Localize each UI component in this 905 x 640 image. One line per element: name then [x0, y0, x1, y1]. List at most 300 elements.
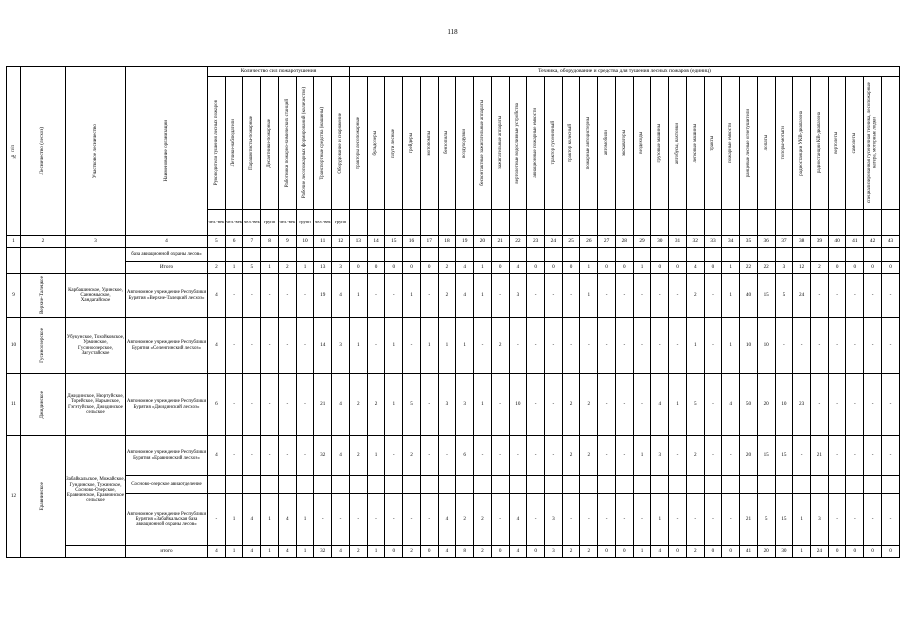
value-cell: 4	[456, 274, 474, 318]
value-cell: -	[509, 318, 527, 374]
value-cell: 2	[580, 546, 598, 558]
value-cell	[704, 476, 722, 494]
column-number: 1	[7, 236, 21, 248]
header-label: Джидинское	[39, 390, 46, 419]
value-cell: -	[261, 318, 279, 374]
column-number: 37	[775, 236, 793, 248]
unit-cell-empty	[403, 210, 421, 236]
value-cell: 41	[740, 546, 758, 558]
value-cell: 4	[208, 436, 226, 476]
header-label: радиостанции УКВ-диапазона	[799, 110, 805, 176]
value-cell: -	[864, 374, 882, 436]
unit-cell-empty	[509, 210, 527, 236]
forestry-name	[21, 374, 66, 436]
header-col-7	[243, 77, 261, 210]
value-cell	[278, 248, 296, 262]
value-cell: 1	[261, 546, 279, 558]
value-cell: 0	[615, 262, 633, 274]
header-col-37	[775, 77, 793, 210]
value-cell: 1	[456, 318, 474, 374]
row-number: 11	[7, 374, 21, 436]
unit-cell-empty	[385, 210, 403, 236]
header-col-9	[278, 77, 296, 210]
value-cell	[403, 476, 421, 494]
value-cell	[580, 248, 598, 262]
total-row	[7, 546, 900, 558]
value-cell: -	[615, 494, 633, 546]
value-cell: -	[828, 436, 846, 476]
header-label: автомобили	[603, 130, 609, 156]
value-cell: 19	[314, 274, 332, 318]
value-cell: 0	[651, 262, 669, 274]
value-cell	[243, 476, 261, 494]
value-cell: 0	[828, 262, 846, 274]
value-cell: 5	[686, 374, 704, 436]
unit-cell-empty	[633, 210, 651, 236]
value-cell: -	[225, 374, 243, 436]
column-number: 13	[349, 236, 367, 248]
value-cell: 0	[864, 546, 882, 558]
column-number: 29	[633, 236, 651, 248]
value-cell	[527, 248, 545, 262]
value-cell: -	[208, 494, 226, 546]
forestry-subrow	[7, 476, 900, 494]
header-col-26	[580, 77, 598, 210]
header-label: бесконтактные зажигательные аппараты	[479, 100, 485, 186]
header-label: тракторы лесопожарные	[355, 116, 361, 170]
value-cell: 0	[562, 262, 580, 274]
header-col-14	[367, 77, 385, 210]
value-cell	[225, 476, 243, 494]
unit-cell: чел.-век	[314, 210, 332, 236]
header-col-29	[633, 77, 651, 210]
unit-cell: чел.-век	[243, 210, 261, 236]
header-label: тракты	[710, 135, 716, 151]
value-cell	[349, 248, 367, 262]
value-cell: -	[261, 274, 279, 318]
value-cell: 3	[651, 436, 669, 476]
value-cell: 1	[651, 494, 669, 546]
value-cell	[669, 248, 687, 262]
header-label: Транспортные средства (машины)	[320, 106, 326, 180]
value-cell	[420, 248, 438, 262]
value-cell: 15	[757, 436, 775, 476]
value-cell: 50	[740, 374, 758, 436]
header-label: Участковое лесничество	[91, 123, 98, 179]
value-cell: 24	[793, 274, 811, 318]
value-cell: -	[367, 494, 385, 546]
column-number: 32	[686, 236, 704, 248]
value-cell	[881, 248, 899, 262]
header-label: зажигательные аппараты	[497, 116, 503, 170]
value-cell	[261, 476, 279, 494]
header-col-34	[722, 77, 740, 210]
value-cell: 2	[580, 436, 598, 476]
column-number: 9	[278, 236, 296, 248]
value-cell	[491, 476, 509, 494]
value-cell: -	[722, 436, 740, 476]
column-number: 20	[474, 236, 492, 248]
value-cell: 2	[811, 262, 829, 274]
value-cell: 4	[332, 274, 350, 318]
header-no	[7, 67, 21, 236]
header-label: вездеходы	[639, 132, 645, 154]
unit-cell: групп	[261, 210, 279, 236]
value-cell: 40	[740, 274, 758, 318]
value-cell: -	[420, 274, 438, 318]
value-cell: 1	[633, 546, 651, 558]
value-cell: -	[828, 318, 846, 374]
value-cell: -	[385, 274, 403, 318]
value-cell: -	[615, 318, 633, 374]
value-cell: 1	[261, 494, 279, 546]
header-col-33	[704, 77, 722, 210]
value-cell: -	[527, 318, 545, 374]
value-cell: 0	[881, 262, 899, 274]
value-cell	[686, 248, 704, 262]
column-number: 10	[296, 236, 314, 248]
header-col-31	[669, 77, 687, 210]
forestry-row	[7, 374, 900, 436]
header-label: топоры-мотыги	[781, 126, 787, 160]
header-col-40	[828, 77, 846, 210]
value-cell: -	[509, 436, 527, 476]
value-cell	[704, 248, 722, 262]
value-cell: 0	[828, 546, 846, 558]
value-cell: 2	[686, 436, 704, 476]
value-cell: 2	[686, 546, 704, 558]
page-number: 118	[447, 28, 458, 36]
value-cell: -	[598, 318, 616, 374]
value-cell: -	[491, 494, 509, 546]
value-cell: -	[545, 318, 563, 374]
value-cell: 0	[704, 546, 722, 558]
value-cell: 0	[846, 262, 864, 274]
header-label: Летчики-наблюдатели	[231, 119, 237, 167]
header-col-22	[509, 77, 527, 210]
value-cell: -	[846, 374, 864, 436]
value-cell	[509, 476, 527, 494]
header-col-30	[651, 77, 669, 210]
unit-cell: групп	[332, 210, 350, 236]
value-cell: 4	[278, 546, 296, 558]
forestry-row	[7, 318, 900, 374]
fire-resources-table	[6, 66, 900, 558]
header-label: мотопомпы	[426, 130, 432, 156]
value-cell: 1	[474, 374, 492, 436]
value-cell: -	[474, 436, 492, 476]
value-cell: 1	[296, 546, 314, 558]
value-cell	[314, 476, 332, 494]
cont-empty	[7, 248, 21, 274]
value-cell: 0	[491, 546, 509, 558]
value-cell: 1	[420, 318, 438, 374]
header-label: пожарные емкости	[728, 123, 734, 163]
column-number: 24	[545, 236, 563, 248]
header-col-11	[314, 77, 332, 210]
forestry-name	[21, 318, 66, 374]
value-cell: -	[562, 274, 580, 318]
value-cell: 1	[367, 436, 385, 476]
value-cell: 32	[314, 436, 332, 476]
value-cell	[651, 248, 669, 262]
forestry-name	[21, 274, 66, 318]
value-cell: 0	[669, 262, 687, 274]
value-cell: -	[491, 436, 509, 476]
value-cell: 3	[332, 318, 350, 374]
value-cell	[296, 476, 314, 494]
value-cell	[722, 248, 740, 262]
unit-cell-empty	[420, 210, 438, 236]
value-cell: -	[580, 494, 598, 546]
unit-cell-empty	[811, 210, 829, 236]
value-cell: 2	[349, 546, 367, 558]
value-cell	[757, 248, 775, 262]
value-cell: 23	[793, 374, 811, 436]
value-cell: -	[243, 436, 261, 476]
column-number: 36	[757, 236, 775, 248]
column-number: 14	[367, 236, 385, 248]
value-cell: -	[278, 318, 296, 374]
value-cell	[775, 248, 793, 262]
value-cell: -	[704, 318, 722, 374]
unit-cell-empty	[456, 210, 474, 236]
value-cell	[740, 476, 758, 494]
value-cell: -	[864, 494, 882, 546]
value-cell: 3	[811, 494, 829, 546]
header-col-35	[740, 77, 758, 210]
total-empty	[66, 546, 126, 558]
column-number: 11	[314, 236, 332, 248]
value-cell	[349, 476, 367, 494]
value-cell: 2	[580, 374, 598, 436]
value-cell: 2	[474, 494, 492, 546]
header-label: Оборудование и снаряжение	[337, 112, 343, 174]
value-cell	[314, 248, 332, 262]
header-col-18	[438, 77, 456, 210]
value-cell: 1	[296, 262, 314, 274]
header-label: Работники пожарно-химических станций	[284, 98, 290, 188]
header-label: лопаты	[763, 135, 769, 151]
header-label: специализированная гусеничная техника, лесопожарные катера, моторные лодки	[867, 82, 878, 204]
value-cell: -	[562, 494, 580, 546]
header-label: воздуходувки	[462, 128, 468, 158]
value-cell: -	[669, 274, 687, 318]
value-cell: -	[527, 274, 545, 318]
org-cell: Автономное учреждение Республики Бурятия «Верхне-Талецкий лесхоз»	[126, 274, 208, 318]
value-cell: 0	[846, 546, 864, 558]
value-cell: 21	[314, 374, 332, 436]
value-cell: 1	[633, 262, 651, 274]
value-cell: 2	[438, 262, 456, 274]
value-cell	[615, 248, 633, 262]
column-number: 4	[126, 236, 208, 248]
header-label: трактор гусеничный	[550, 121, 556, 165]
value-cell: 1	[686, 318, 704, 374]
column-number: 23	[527, 236, 545, 248]
value-cell: 1	[296, 494, 314, 546]
row-number: 10	[7, 318, 21, 374]
header-label: автобусы, вахтовки	[674, 122, 680, 164]
value-cell: 2	[686, 274, 704, 318]
value-cell	[811, 476, 829, 494]
column-number: 21	[491, 236, 509, 248]
value-cell: -	[828, 374, 846, 436]
value-cell: -	[615, 274, 633, 318]
header-group-tech: Техника, оборудование и средства для тушения лесных пожаров (единиц)	[349, 67, 899, 77]
total-row	[7, 262, 900, 274]
value-cell: 1	[225, 494, 243, 546]
value-cell: -	[669, 436, 687, 476]
unit-cell-empty	[598, 210, 616, 236]
value-cell: -	[704, 436, 722, 476]
value-cell: 15	[757, 274, 775, 318]
value-cell: -	[562, 318, 580, 374]
column-number: 38	[793, 236, 811, 248]
value-cell: 4	[722, 374, 740, 436]
value-cell	[864, 476, 882, 494]
value-cell: 1	[474, 274, 492, 318]
header-group-row	[7, 67, 900, 77]
value-cell: 12	[793, 262, 811, 274]
value-cell: 4	[278, 494, 296, 546]
unit-cell-empty	[757, 210, 775, 236]
value-cell	[225, 248, 243, 262]
header-col-41	[846, 77, 864, 210]
header-col-38	[793, 77, 811, 210]
value-cell: -	[403, 318, 421, 374]
value-cell: 22	[757, 262, 775, 274]
unit-cell-empty	[438, 210, 456, 236]
value-cell: -	[598, 436, 616, 476]
value-cell: 4	[651, 546, 669, 558]
value-cell: 1	[474, 262, 492, 274]
value-cell: 0	[420, 546, 438, 558]
column-number: 39	[811, 236, 829, 248]
value-cell: -	[633, 274, 651, 318]
value-cell: -	[846, 436, 864, 476]
value-cell: 1	[722, 318, 740, 374]
column-number: 40	[828, 236, 846, 248]
value-cell: 2	[456, 494, 474, 546]
header-col-8	[261, 77, 279, 210]
value-cell: 2	[491, 318, 509, 374]
value-cell: 4	[332, 436, 350, 476]
value-cell: 0	[864, 262, 882, 274]
value-cell	[456, 476, 474, 494]
value-cell: 1	[385, 318, 403, 374]
district-names: Джидинское, Нюртуйское, Торейское, Нарынское, Гэгэтуйское, Джидинское сельское	[66, 374, 126, 436]
value-cell: 24	[811, 546, 829, 558]
value-cell: 32	[314, 546, 332, 558]
value-cell: 0	[598, 546, 616, 558]
row-number: 12	[7, 436, 21, 558]
value-cell: -	[545, 436, 563, 476]
value-cell: 20	[740, 436, 758, 476]
value-cell: 15	[775, 436, 793, 476]
header-col-17	[420, 77, 438, 210]
value-cell: 1	[438, 318, 456, 374]
header-label: пожарные автоцистерны	[586, 116, 592, 170]
value-cell: -	[598, 274, 616, 318]
column-number: 28	[615, 236, 633, 248]
value-cell: -	[704, 494, 722, 546]
value-cell: 4	[686, 262, 704, 274]
value-cell: -	[651, 318, 669, 374]
district-names: Убукунское, Тохойковское, Урминское, Гусиноозерское, Загустайское	[66, 318, 126, 374]
value-cell: 3	[332, 262, 350, 274]
column-number: 25	[562, 236, 580, 248]
value-cell: 6	[456, 436, 474, 476]
value-cell: 4	[509, 494, 527, 546]
unit-cell-empty	[828, 210, 846, 236]
value-cell: 1	[385, 374, 403, 436]
value-cell	[491, 248, 509, 262]
value-cell: 0	[385, 262, 403, 274]
column-number: 34	[722, 236, 740, 248]
column-number: 31	[669, 236, 687, 248]
value-cell	[278, 476, 296, 494]
column-number: 16	[403, 236, 421, 248]
value-cell: 4	[208, 318, 226, 374]
value-cell: 1	[580, 262, 598, 274]
value-cell: 5	[775, 274, 793, 318]
value-cell: -	[811, 274, 829, 318]
value-cell: 2	[349, 374, 367, 436]
value-cell	[438, 476, 456, 494]
value-cell	[793, 248, 811, 262]
value-cell: -	[438, 436, 456, 476]
value-cell: 3	[775, 262, 793, 274]
value-cell: 0	[881, 546, 899, 558]
unit-cell-empty	[669, 210, 687, 236]
unit-cell-empty	[491, 210, 509, 236]
value-cell: -	[296, 374, 314, 436]
value-cell: -	[403, 494, 421, 546]
value-cell: -	[314, 494, 332, 546]
value-cell: 2	[474, 546, 492, 558]
value-cell: 4	[243, 546, 261, 558]
value-cell: 2	[403, 436, 421, 476]
header-label: радиостанции КВ-диапазона	[816, 112, 822, 174]
value-cell	[722, 476, 740, 494]
value-cell: 4	[332, 374, 350, 436]
value-cell: -	[527, 374, 545, 436]
value-cell	[403, 248, 421, 262]
header-col-39	[811, 77, 829, 210]
value-cell: 2	[349, 436, 367, 476]
header-col-13	[349, 77, 367, 210]
header-col-10	[296, 77, 314, 210]
header-label: грузовые машины	[657, 123, 663, 163]
value-cell: 4	[651, 374, 669, 436]
header-label: трактор колесный	[568, 123, 574, 163]
value-cell	[509, 248, 527, 262]
value-cell	[580, 476, 598, 494]
value-cell: -	[225, 436, 243, 476]
unit-cell: чел.-век	[225, 210, 243, 236]
value-cell: 4	[243, 494, 261, 546]
value-cell: 3	[438, 374, 456, 436]
header-col-28	[615, 77, 633, 210]
value-cell: -	[598, 374, 616, 436]
header-col-6	[225, 77, 243, 210]
value-cell: -	[811, 374, 829, 436]
header-col-32	[686, 77, 704, 210]
value-cell	[598, 248, 616, 262]
column-number: 26	[580, 236, 598, 248]
value-cell: 0	[615, 546, 633, 558]
